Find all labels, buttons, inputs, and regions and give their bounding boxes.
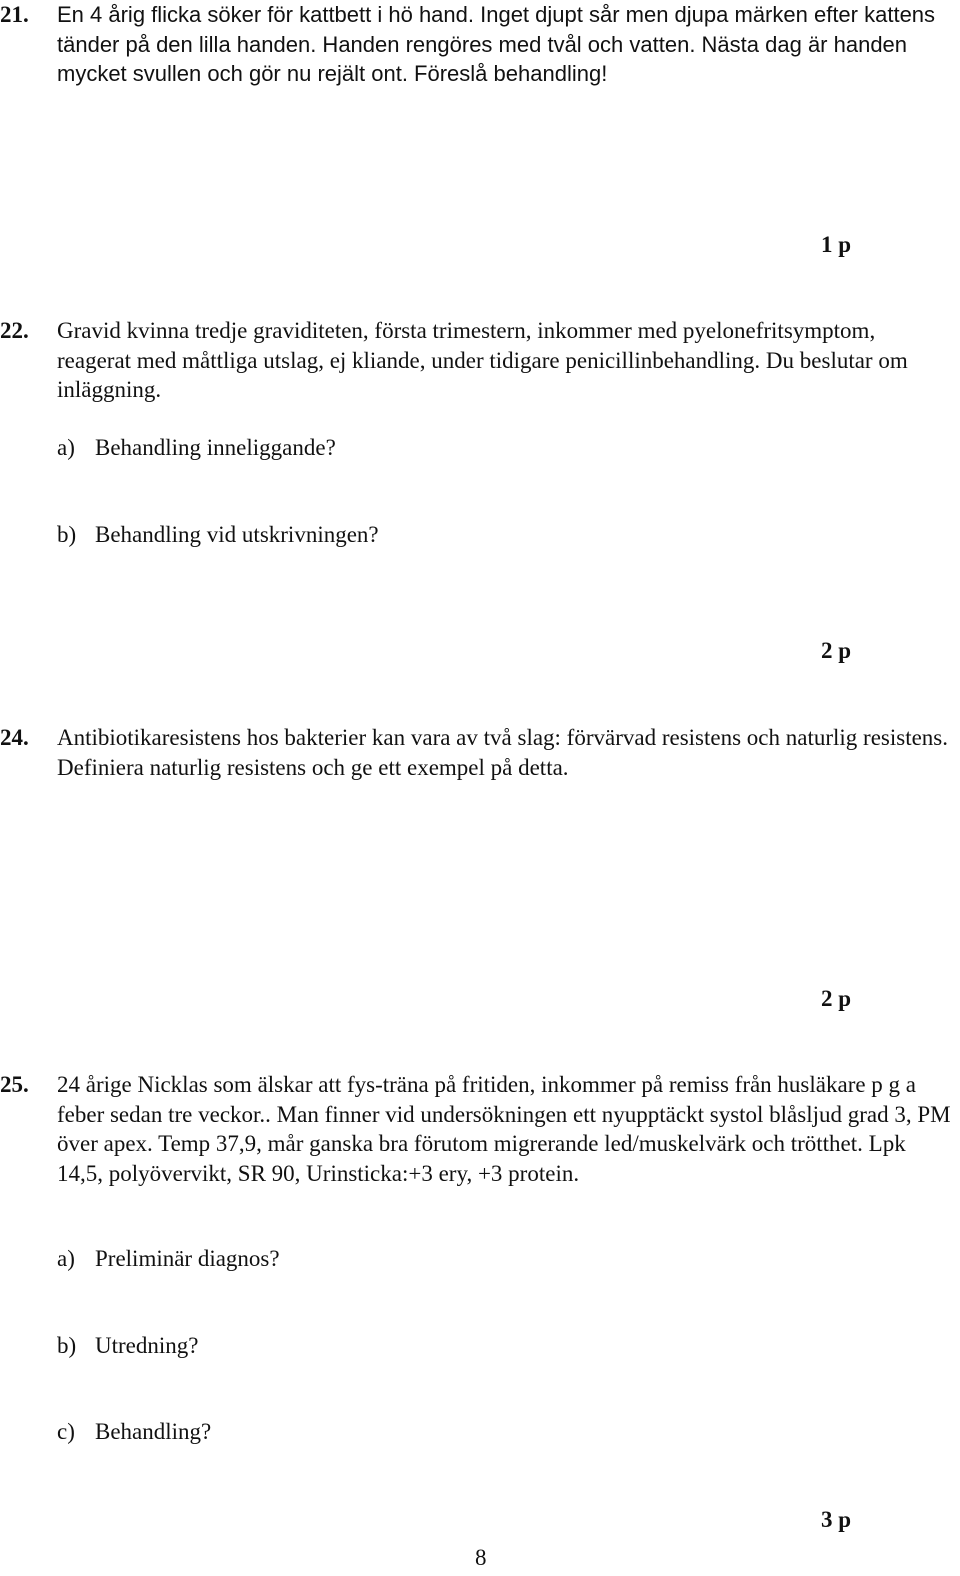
subquestion-letter: b): [57, 1333, 77, 1358]
question-number: 25.: [0, 1072, 29, 1097]
question-number: 22.: [0, 318, 29, 343]
subquestion-b: [57, 1331, 198, 1361]
question-text: En 4 årig flicka söker för kattbett i hö hand. Inget djupt sår men djupa märken efter kattens tänder på den lilla handen. Handen rengöres med tvål och vatten. Nästa dag är handen mycket svullen och gör nu rejält ont. Föreslå behandling!: [57, 2, 936, 86]
question-text: 24 årige Nicklas som älskar att fys-träna på fritiden, inkommer på remiss från husläkare p g a feber sedan tre veckor.. Man finner vid undersökningen ett nyupptäckt systol blåsljud grad 3, PM över apex. Temp 37,9, mår ganska bra förutom migrerande led/muskelvärk och trötthet. Lpk 14,5, polyövervikt, SR 90, Urinsticka:+3 ery, +3 protein.: [57, 1072, 951, 1186]
subquestion-c: [57, 1417, 211, 1447]
points-label: 1 p: [821, 232, 852, 257]
subquestion-text: Behandling inneliggande?: [95, 435, 336, 460]
subquestion-text: Behandling?: [95, 1419, 212, 1444]
points-label: 2 p: [821, 638, 852, 663]
subquestion-a: [57, 433, 336, 463]
subquestion-a: [57, 1244, 280, 1274]
points-label: 2 p: [821, 986, 852, 1011]
subquestion-b: [57, 520, 379, 550]
subquestion-text: Preliminär diagnos?: [95, 1246, 280, 1271]
subquestion-letter: a): [57, 1246, 75, 1271]
subquestion-text: Behandling vid utskrivningen?: [95, 522, 379, 547]
question-text: Antibiotikaresistens hos bakterier kan vara av två slag: förvärvad resistens och naturlig resistens. Definiera naturlig resistens och ge ett exempel på detta.: [57, 725, 948, 780]
question-text: Gravid kvinna tredje graviditeten, första trimestern, inkommer med pyelonefritsymptom, reagerat med måttliga utslag, ej kliande, under tidigare penicillinbehandling. Du beslutar om inläggning.: [57, 318, 908, 402]
subquestion-letter: a): [57, 435, 75, 460]
subquestion-text: Utredning?: [95, 1333, 199, 1358]
page-number: 8: [475, 1545, 487, 1570]
question-number: 21.: [0, 2, 29, 27]
subquestion-letter: c): [57, 1419, 75, 1444]
subquestion-letter: b): [57, 522, 77, 547]
points-label: 3 p: [821, 1507, 852, 1532]
question-number: 24.: [0, 725, 29, 750]
